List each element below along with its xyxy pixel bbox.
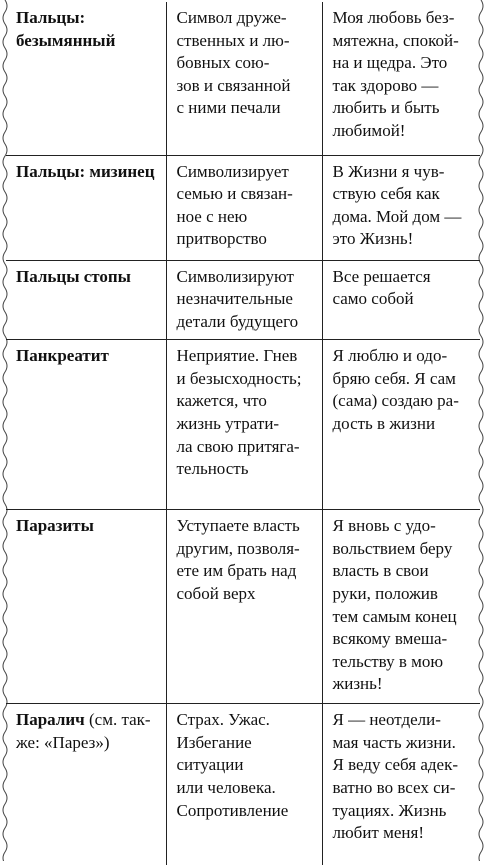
cause-line: тельность (176, 459, 249, 479)
affirmation (322, 155, 480, 260)
table-row (6, 2, 480, 155)
table-row (6, 155, 480, 260)
ailments-table (6, 2, 480, 865)
cause-line: и безысходность; (176, 368, 302, 388)
table-row (6, 704, 480, 865)
term-line (16, 709, 158, 732)
affirmation (322, 260, 480, 340)
affirmation-line: любит меня! (332, 823, 424, 843)
term-line: Пальцы: мизинец (16, 161, 155, 181)
term-line: Пальцы: (16, 8, 86, 27)
probable-cause (166, 340, 322, 510)
term-line: Панкреатит (16, 346, 109, 366)
cause-line: с ними печали (176, 98, 281, 118)
affirmation-line: Моя любовь без- (332, 8, 455, 27)
affirmation-line: (сама) создаю ра- (332, 391, 459, 411)
cause-line: Символизирует (176, 161, 289, 181)
cause-line: притворство (176, 229, 267, 249)
term-line: Пальцы стопы (16, 266, 131, 286)
affirmation-line: ватно во всех си- (332, 778, 456, 798)
cause-line: детали будущего (176, 311, 299, 331)
table-row (6, 260, 480, 340)
affirmation-line: любить и быть (332, 98, 440, 118)
cause-line: жизнь утрати- (176, 414, 280, 434)
affirmation-line: дость в жизни (332, 414, 436, 434)
cause-line: Неприятие. Гнев (176, 346, 298, 366)
cause-line: Страх. Ужас. (176, 710, 270, 730)
cause-line: другим, позволя- (176, 538, 300, 558)
cause-line: Уступаете власть (176, 516, 300, 536)
cause-line: незначительные (176, 289, 293, 309)
affirmation-line: тельству в мою (332, 651, 444, 671)
cause-line: собой верх (176, 584, 256, 604)
table-row (6, 510, 480, 704)
ailment-term (6, 510, 166, 704)
affirmation-line: Я — неотдели- (332, 710, 441, 730)
cause-line: Сопротивление (176, 800, 289, 820)
ailment-term (6, 155, 166, 260)
cause-line: Символ друже- (176, 8, 287, 27)
cause-line: кажется, что (176, 391, 267, 411)
probable-cause (166, 260, 322, 340)
affirmation-line: Я вновь с удо- (332, 516, 436, 536)
affirmation-line: вольствием беру (332, 538, 453, 558)
term-note: же: «Парез») (16, 732, 110, 752)
ailment-term (6, 260, 166, 340)
probable-cause (166, 704, 322, 865)
cause-line: Избегание (176, 732, 252, 752)
affirmation-line: так здорово — (332, 75, 439, 95)
probable-cause (166, 2, 322, 155)
affirmation-line: тем самым конец (332, 606, 457, 626)
ailment-term (6, 704, 166, 865)
affirmation (322, 2, 480, 155)
term-line: безымянный (16, 30, 116, 50)
affirmation-line: любимой! (332, 120, 406, 140)
affirmation-line: дома. Мой дом — (332, 206, 462, 226)
affirmation-line: Я веду себя адек- (332, 755, 458, 775)
cause-line: ситуации (176, 755, 244, 775)
table-row (6, 340, 480, 510)
affirmation-line: мятежна, спокой- (332, 30, 459, 50)
affirmation-line: Все решается (332, 266, 431, 286)
cause-line: Символизируют (176, 266, 294, 286)
cause-line: ственных и лю- (176, 30, 290, 50)
affirmation-line: Я люблю и одо- (332, 346, 448, 366)
affirmation-line: власть в свои (332, 561, 429, 581)
term-name: Паралич (16, 710, 85, 730)
cause-line: ное с нею (176, 206, 248, 226)
affirmation-line: В Жизни я чув- (332, 161, 445, 181)
affirmation (322, 340, 480, 510)
term-note: (см. так- (84, 710, 151, 730)
cause-line: зов и связанной (176, 75, 291, 95)
affirmation-line: это Жизнь! (332, 229, 414, 249)
affirmation-line: мая часть жизни. (332, 732, 456, 752)
affirmation-line: бряю себя. Я сам (332, 368, 456, 388)
cause-line: бовных сою- (176, 53, 270, 73)
ailments-table-body (6, 2, 480, 865)
affirmation (322, 510, 480, 704)
affirmation-line: руки, положив (332, 584, 438, 604)
term-line: Паразиты (16, 516, 94, 536)
cause-line: семью и связан- (176, 184, 293, 204)
ailment-term (6, 2, 166, 155)
affirmation-line: само собой (332, 289, 414, 309)
cause-line: ла свою притяга- (176, 436, 300, 456)
affirmation (322, 704, 480, 865)
probable-cause (166, 510, 322, 704)
affirmation-line: всякому вмеша- (332, 629, 448, 649)
cause-line: ете им брать над (176, 561, 297, 581)
probable-cause (166, 155, 322, 260)
affirmation-line: туациях. Жизнь (332, 800, 447, 820)
cause-line: или человека. (176, 778, 276, 798)
ailment-term (6, 340, 166, 510)
affirmation-line: ствую себя как (332, 184, 440, 204)
affirmation-line: на и щедра. Это (332, 53, 448, 73)
affirmation-line: жизнь! (332, 674, 383, 694)
